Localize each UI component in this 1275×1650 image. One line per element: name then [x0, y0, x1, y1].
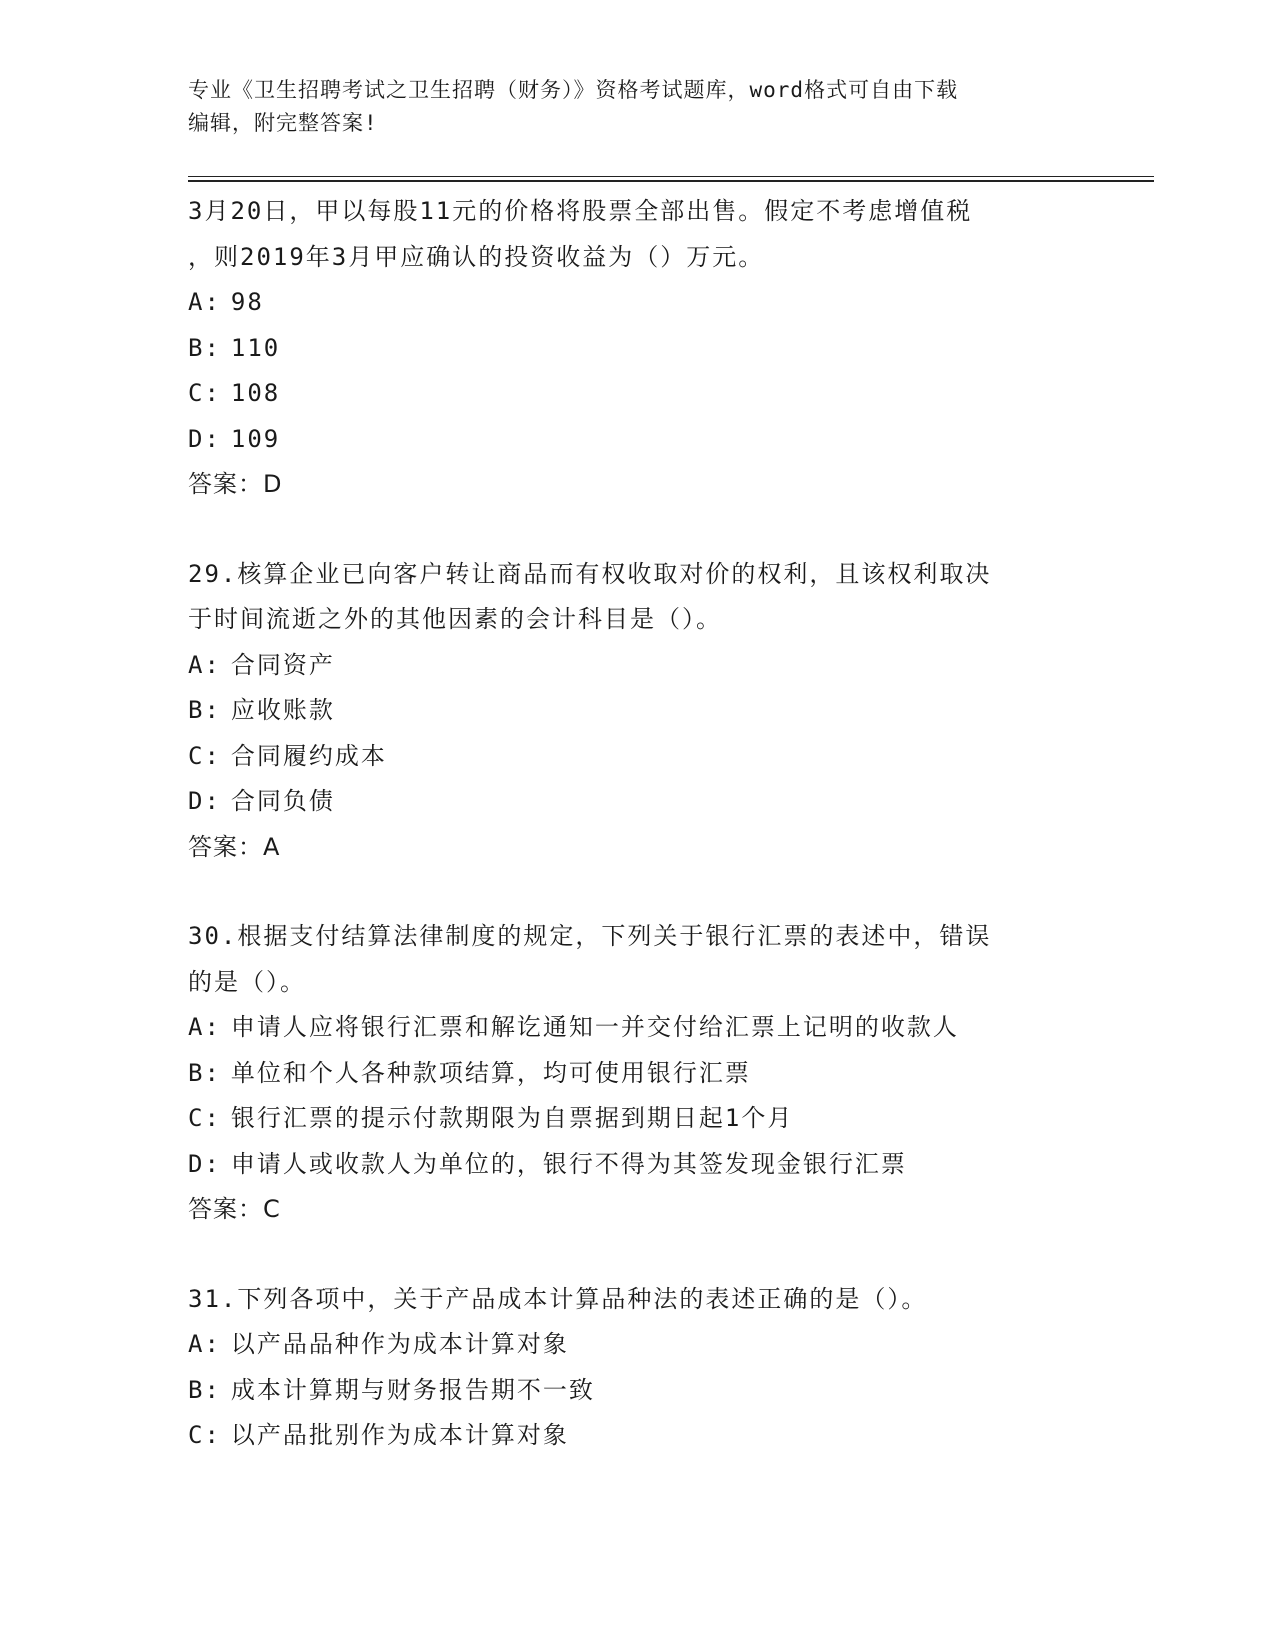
- option-letter: C:: [188, 379, 221, 407]
- option-b: [188, 326, 1088, 372]
- option-text: 申请人或收款人为单位的，银行不得为其签发现金银行汇票: [230, 1149, 907, 1178]
- option-letter: C:: [188, 1421, 221, 1449]
- option-text: 合同负债: [230, 787, 335, 815]
- answer-label: 答案：D: [188, 470, 283, 498]
- option-d: [188, 1142, 1088, 1188]
- option-a: [188, 280, 1088, 326]
- question-list: [188, 189, 1088, 1459]
- option-text: 单位和个人各种款项结算，均可使用银行汇票: [230, 1058, 751, 1087]
- question-block: [188, 914, 1088, 1233]
- option-text: 以产品品种作为成本计算对象: [230, 1330, 569, 1358]
- option-text: 109: [230, 424, 281, 453]
- option-text: 110: [230, 333, 281, 362]
- header-divider-thick: [188, 180, 1154, 182]
- answer-label: 答案：A: [188, 832, 281, 861]
- option-letter: A:: [188, 1330, 221, 1358]
- option-letter: B:: [188, 333, 221, 362]
- header-divider-thin: [188, 176, 1154, 177]
- option-text: 合同资产: [230, 650, 335, 679]
- option-letter: D:: [188, 787, 221, 815]
- question-block: [188, 1277, 1088, 1459]
- option-letter: A:: [188, 650, 221, 679]
- option-letter: D:: [188, 424, 221, 453]
- option-text: 银行汇票的提示付款期限为自票据到期日起1个月: [230, 1104, 794, 1132]
- option-d: [188, 417, 1088, 463]
- header-line-2: 编辑，附完整答案!: [188, 111, 378, 135]
- page-header: [188, 74, 1088, 140]
- question-stem-line: 30.根据支付结算法律制度的规定，下列关于银行汇票的表述中，错误: [188, 922, 992, 950]
- header-line-1: 专业《卫生招聘考试之卫生招聘（财务）》资格考试题库，word格式可自由下载: [188, 78, 959, 102]
- option-letter: B:: [188, 696, 221, 724]
- option-letter: B:: [188, 1375, 221, 1404]
- option-c: [188, 734, 1088, 780]
- option-b: [188, 1051, 1088, 1097]
- question-stem-line: 29.核算企业已向客户转让商品而有权收取对价的权利，且该权利取决: [188, 559, 992, 588]
- question-block: [188, 552, 1088, 871]
- option-letter: A:: [188, 288, 221, 316]
- answer-label: 答案：C: [188, 1195, 281, 1223]
- option-letter: A:: [188, 1013, 221, 1041]
- option-c: [188, 371, 1088, 417]
- question-stem-line: 31.下列各项中，关于产品成本计算品种法的表述正确的是（）。: [188, 1284, 928, 1313]
- option-b: [188, 1368, 1088, 1414]
- option-text: 应收账款: [230, 696, 335, 724]
- option-a: [188, 1005, 1088, 1051]
- question-spacer: [188, 1233, 1088, 1277]
- option-text: 以产品批别作为成本计算对象: [230, 1421, 569, 1449]
- question-spacer: [188, 870, 1088, 914]
- question-stem-line: 的是（）。: [188, 967, 306, 996]
- option-letter: C:: [188, 1104, 221, 1132]
- option-letter: B:: [188, 1058, 221, 1087]
- question-stem-line: 于时间流逝之外的其他因素的会计科目是（）。: [188, 605, 722, 633]
- option-text: 108: [230, 379, 281, 407]
- option-text: 98: [230, 288, 264, 316]
- option-letter: D:: [188, 1149, 221, 1178]
- option-d: [188, 779, 1088, 825]
- option-text: 合同履约成本: [230, 741, 387, 770]
- option-letter: C:: [188, 741, 221, 770]
- question-stem-line: ，则2019年3月甲应确认的投资收益为（）万元。: [188, 242, 765, 271]
- option-a: [188, 643, 1088, 689]
- option-b: [188, 688, 1088, 734]
- option-c: [188, 1413, 1088, 1459]
- option-c: [188, 1096, 1088, 1142]
- question-block: [188, 189, 1088, 508]
- option-text: 申请人应将银行汇票和解讫通知一并交付给汇票上记明的收款人: [230, 1013, 959, 1041]
- option-a: [188, 1322, 1088, 1368]
- question-stem-line: 3月20日，甲以每股11元的价格将股票全部出售。假定不考虑增值税: [188, 197, 973, 225]
- question-spacer: [188, 508, 1088, 552]
- option-text: 成本计算期与财务报告期不一致: [230, 1375, 595, 1404]
